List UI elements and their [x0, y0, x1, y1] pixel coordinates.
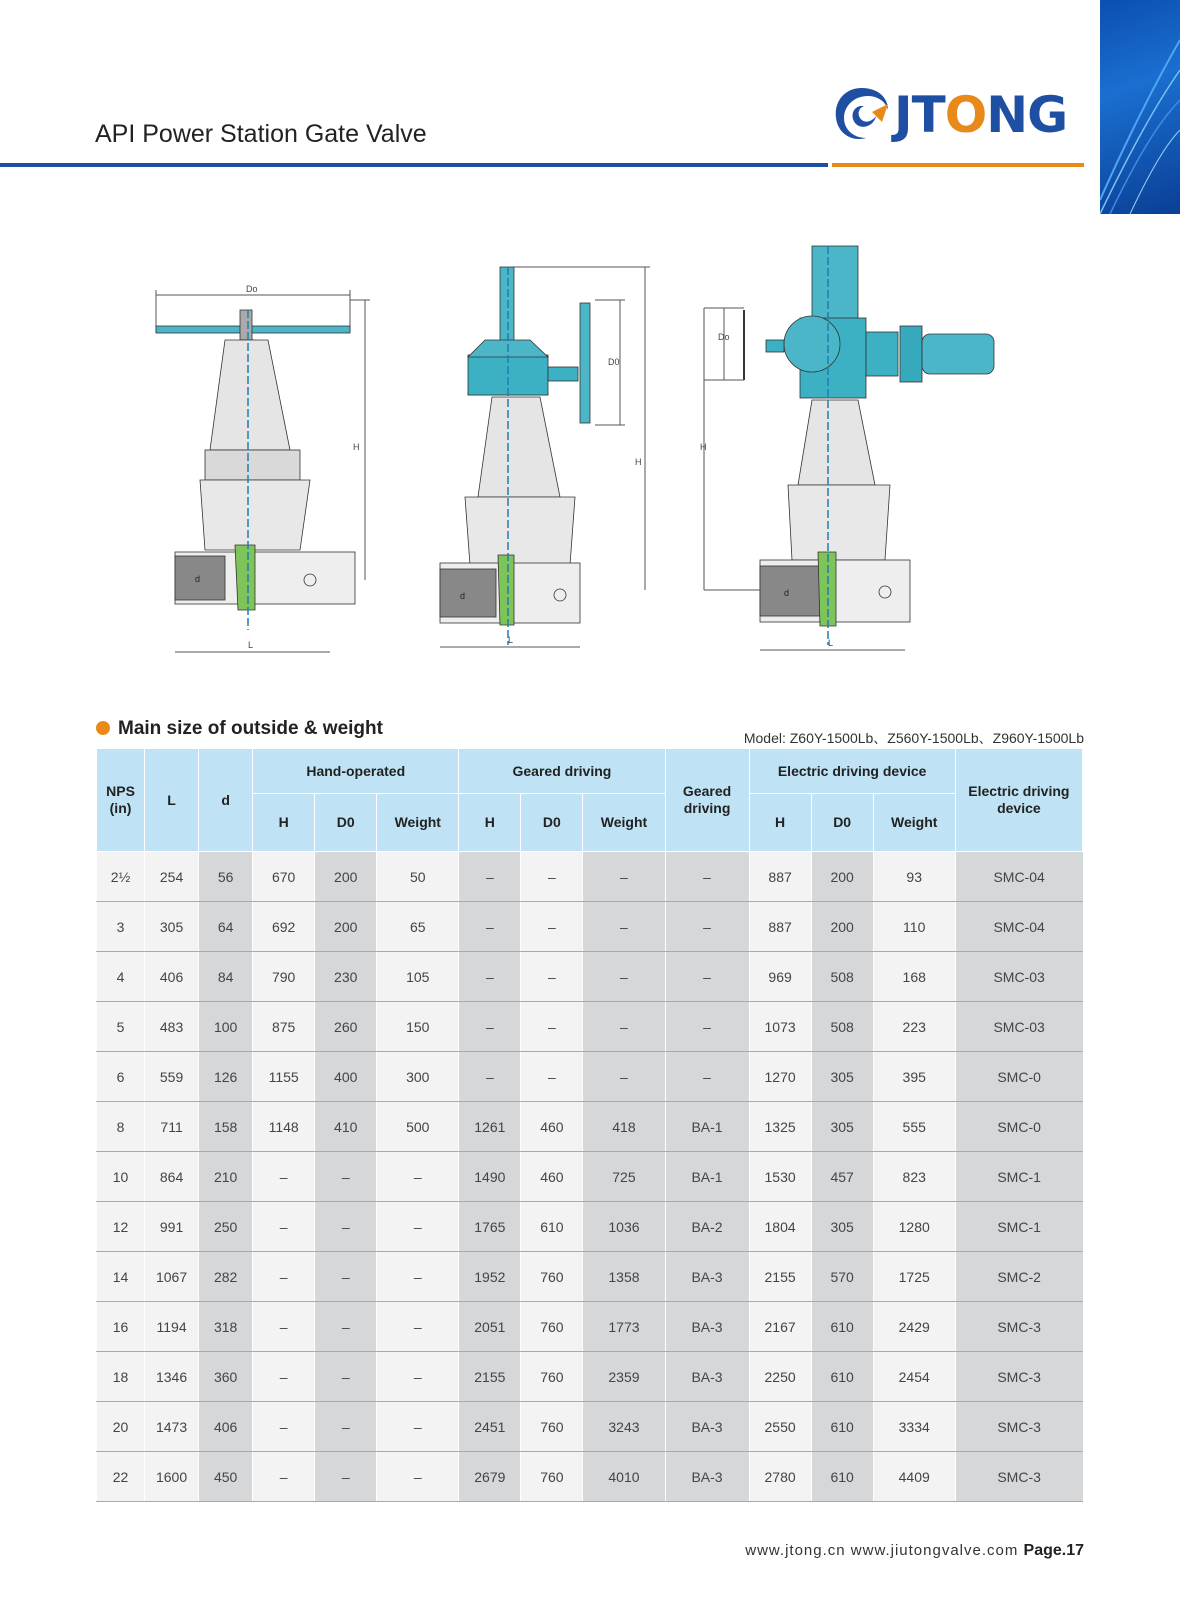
table-cell: 823	[873, 1152, 955, 1202]
table-cell: 457	[811, 1152, 873, 1202]
table-row	[97, 1252, 1083, 1302]
table-cell: 555	[873, 1102, 955, 1152]
table-cell: 110	[873, 902, 955, 952]
table-cell: 8	[97, 1102, 145, 1152]
table-cell: SMC-3	[955, 1302, 1082, 1352]
table-cell: –	[665, 902, 749, 952]
table-cell: 725	[583, 1152, 665, 1202]
table-cell: SMC-2	[955, 1252, 1082, 1302]
table-cell: 200	[315, 902, 377, 952]
table-cell: 760	[521, 1452, 583, 1502]
table-row	[97, 1452, 1083, 1502]
table-cell: BA-1	[665, 1102, 749, 1152]
table-cell: –	[521, 1002, 583, 1052]
table-cell: 150	[377, 1002, 459, 1052]
hand-operated-valve-diagram	[150, 280, 380, 670]
electric-valve-diagram	[700, 240, 1020, 665]
table-cell: 790	[253, 952, 315, 1002]
table-cell: 1346	[145, 1352, 199, 1402]
dim-l-label: L	[248, 640, 254, 650]
table-cell: 1773	[583, 1302, 665, 1352]
table-cell: 2167	[749, 1302, 811, 1352]
table-cell: –	[377, 1252, 459, 1302]
table-cell: BA-1	[665, 1152, 749, 1202]
table-cell: 2454	[873, 1352, 955, 1402]
table-cell: 305	[811, 1052, 873, 1102]
table-cell: BA-3	[665, 1452, 749, 1502]
table-cell: 1036	[583, 1202, 665, 1252]
table-cell: SMC-04	[955, 852, 1082, 902]
table-cell: SMC-0	[955, 1102, 1082, 1152]
table-cell: 887	[749, 852, 811, 902]
table-cell: 100	[199, 1002, 253, 1052]
table-cell: 2550	[749, 1402, 811, 1452]
table-cell: 18	[97, 1352, 145, 1402]
table-cell: –	[315, 1252, 377, 1302]
table-cell: 2051	[459, 1302, 521, 1352]
table-cell: 1148	[253, 1102, 315, 1152]
table-cell: –	[315, 1152, 377, 1202]
col-electric-driving-device: Electric driving device	[955, 749, 1082, 852]
dim-h-label: H	[700, 442, 707, 452]
table-row	[97, 902, 1083, 952]
table-cell: 360	[199, 1352, 253, 1402]
table-cell: –	[377, 1402, 459, 1452]
col-hand-weight: Weight	[377, 794, 459, 852]
table-cell: 760	[521, 1252, 583, 1302]
table-cell: 168	[873, 952, 955, 1002]
table-cell: 570	[811, 1252, 873, 1302]
col-electric-d0: D0	[811, 794, 873, 852]
col-geared-weight: Weight	[583, 794, 665, 852]
table-cell: –	[665, 952, 749, 1002]
table-row	[97, 1402, 1083, 1452]
col-electric-h: H	[749, 794, 811, 852]
table-cell: BA-3	[665, 1252, 749, 1302]
table-cell: 84	[199, 952, 253, 1002]
table-cell: 230	[315, 952, 377, 1002]
table-cell: 126	[199, 1052, 253, 1102]
table-cell: 1261	[459, 1102, 521, 1152]
table-row	[97, 1202, 1083, 1252]
table-cell: 64	[199, 902, 253, 952]
table-cell: 318	[199, 1302, 253, 1352]
col-nps: NPS (in)	[97, 749, 145, 852]
dim-l-label: L	[508, 635, 514, 645]
table-row	[97, 1102, 1083, 1152]
table-cell: 2155	[459, 1352, 521, 1402]
table-cell: 282	[199, 1252, 253, 1302]
dim-do-label: Do	[718, 332, 730, 342]
table-cell: –	[315, 1452, 377, 1502]
table-cell: 12	[97, 1202, 145, 1252]
table-cell: 56	[199, 852, 253, 902]
table-cell: BA-3	[665, 1352, 749, 1402]
table-cell: –	[253, 1252, 315, 1302]
table-cell: 460	[521, 1152, 583, 1202]
table-cell: 1067	[145, 1252, 199, 1302]
col-hand-d0: D0	[315, 794, 377, 852]
table-cell: 1490	[459, 1152, 521, 1202]
group-geared-driving: Geared driving	[459, 749, 665, 794]
dim-do-label: Do	[246, 284, 258, 294]
logo-swirl-icon	[832, 82, 892, 148]
table-cell: 864	[145, 1152, 199, 1202]
table-cell: 875	[253, 1002, 315, 1052]
table-cell: 969	[749, 952, 811, 1002]
table-cell: 22	[97, 1452, 145, 1502]
table-cell: 460	[521, 1102, 583, 1152]
table-cell: 200	[315, 852, 377, 902]
page-number: Page.17	[1023, 1542, 1084, 1559]
table-cell: 1765	[459, 1202, 521, 1252]
table-cell: 210	[199, 1152, 253, 1202]
table-cell: 418	[583, 1102, 665, 1152]
table-cell: 1280	[873, 1202, 955, 1252]
table-cell: 200	[811, 902, 873, 952]
table-cell: 93	[873, 852, 955, 902]
table-cell: 14	[97, 1252, 145, 1302]
header-rule-blue	[0, 163, 828, 167]
table-cell: 711	[145, 1102, 199, 1152]
table-cell: 2451	[459, 1402, 521, 1452]
table-cell: –	[377, 1352, 459, 1402]
col-electric-weight: Weight	[873, 794, 955, 852]
table-cell: SMC-3	[955, 1352, 1082, 1402]
group-hand-operated: Hand-operated	[253, 749, 459, 794]
table-cell: 2429	[873, 1302, 955, 1352]
table-cell: –	[459, 1002, 521, 1052]
table-cell: SMC-03	[955, 952, 1082, 1002]
table-cell: 1325	[749, 1102, 811, 1152]
table-cell: 305	[811, 1202, 873, 1252]
table-cell: –	[521, 852, 583, 902]
table-cell: 1804	[749, 1202, 811, 1252]
table-cell: 3334	[873, 1402, 955, 1452]
table-cell: –	[377, 1152, 459, 1202]
table-cell: 2359	[583, 1352, 665, 1402]
table-row	[97, 1152, 1083, 1202]
table-cell: 670	[253, 852, 315, 902]
table-cell: 1530	[749, 1152, 811, 1202]
table-cell: 200	[811, 852, 873, 902]
section-title	[96, 718, 383, 740]
table-cell: –	[583, 1052, 665, 1102]
table-cell: –	[315, 1402, 377, 1452]
table-cell: 16	[97, 1302, 145, 1352]
table-cell: 991	[145, 1202, 199, 1252]
table-cell: 6	[97, 1052, 145, 1102]
table-cell: 610	[811, 1402, 873, 1452]
size-weight-table	[96, 748, 1083, 1502]
table-cell: 20	[97, 1402, 145, 1452]
table-cell: 1073	[749, 1002, 811, 1052]
table-cell: 1952	[459, 1252, 521, 1302]
table-cell: 250	[199, 1202, 253, 1252]
table-cell: SMC-03	[955, 1002, 1082, 1052]
table-cell: –	[521, 952, 583, 1002]
table-cell: –	[253, 1402, 315, 1452]
table-cell: –	[583, 902, 665, 952]
table-cell: SMC-0	[955, 1052, 1082, 1102]
table-cell: –	[665, 1002, 749, 1052]
table-cell: –	[583, 1002, 665, 1052]
table-cell: BA-2	[665, 1202, 749, 1252]
table-cell: 65	[377, 902, 459, 952]
table-cell: –	[253, 1152, 315, 1202]
section-title-text: Main size of outside & weight	[118, 718, 383, 739]
table-cell: 1725	[873, 1252, 955, 1302]
table-cell: 610	[811, 1302, 873, 1352]
table-cell: 760	[521, 1352, 583, 1402]
table-cell: 4010	[583, 1452, 665, 1502]
table-cell: SMC-3	[955, 1452, 1082, 1502]
table-cell: –	[253, 1452, 315, 1502]
table-cell: 610	[521, 1202, 583, 1252]
table-cell: 254	[145, 852, 199, 902]
group-electric-driving-device: Electric driving device	[749, 749, 955, 794]
table-cell: –	[253, 1352, 315, 1402]
table-cell: 610	[811, 1352, 873, 1402]
table-cell: 1270	[749, 1052, 811, 1102]
table-row	[97, 1352, 1083, 1402]
table-cell: 305	[811, 1102, 873, 1152]
table-body	[97, 852, 1083, 1502]
col-geared-d0: D0	[521, 794, 583, 852]
table-cell: SMC-1	[955, 1202, 1082, 1252]
dim-h-label: H	[635, 457, 642, 467]
table-row	[97, 1052, 1083, 1102]
table-cell: –	[665, 852, 749, 902]
table-cell: 395	[873, 1052, 955, 1102]
table-cell: BA-3	[665, 1302, 749, 1352]
table-cell: 1358	[583, 1252, 665, 1302]
table-cell: –	[377, 1452, 459, 1502]
table-cell: BA-3	[665, 1402, 749, 1452]
model-line: Model: Z60Y-1500Lb、Z560Y-1500Lb、Z960Y-1500Lb	[743, 730, 1084, 746]
dim-h-label: H	[353, 442, 360, 452]
table-cell: 500	[377, 1102, 459, 1152]
dim-d-label: d	[784, 588, 790, 598]
footer	[745, 1542, 1084, 1560]
table-cell: 1194	[145, 1302, 199, 1352]
table-cell: –	[253, 1202, 315, 1252]
table-cell: 1473	[145, 1402, 199, 1452]
table-cell: 2½	[97, 852, 145, 902]
table-cell: SMC-3	[955, 1402, 1082, 1452]
table-cell: 406	[199, 1402, 253, 1452]
table-cell: 760	[521, 1302, 583, 1352]
col-d: d	[199, 749, 253, 852]
table-cell: 1600	[145, 1452, 199, 1502]
table-cell: –	[583, 952, 665, 1002]
table-cell: 610	[811, 1452, 873, 1502]
table-cell: 692	[253, 902, 315, 952]
table-cell: 508	[811, 952, 873, 1002]
footer-urls: www.jtong.cn www.jiutongvalve.com	[745, 1542, 1019, 1559]
col-geared-h: H	[459, 794, 521, 852]
table-cell: 300	[377, 1052, 459, 1102]
col-l: L	[145, 749, 199, 852]
table-cell: –	[459, 902, 521, 952]
table-cell: –	[459, 952, 521, 1002]
table-cell: 450	[199, 1452, 253, 1502]
table-cell: –	[253, 1302, 315, 1352]
table-cell: 305	[145, 902, 199, 952]
table-cell: –	[315, 1302, 377, 1352]
table-cell: SMC-1	[955, 1152, 1082, 1202]
table-row	[97, 1002, 1083, 1052]
table-cell: 3	[97, 902, 145, 952]
table-cell: –	[377, 1202, 459, 1252]
table-cell: 158	[199, 1102, 253, 1152]
table-cell: SMC-04	[955, 902, 1082, 952]
table-cell: 400	[315, 1052, 377, 1102]
corner-decoration	[1100, 0, 1180, 214]
table-cell: 2780	[749, 1452, 811, 1502]
table-cell: 483	[145, 1002, 199, 1052]
dim-do-label: D0	[608, 357, 620, 367]
table-cell: –	[377, 1302, 459, 1352]
table-cell: 760	[521, 1402, 583, 1452]
table-cell: –	[315, 1352, 377, 1402]
table-cell: 410	[315, 1102, 377, 1152]
table-cell: –	[459, 1052, 521, 1102]
table-cell: 4	[97, 952, 145, 1002]
table-row	[97, 1302, 1083, 1352]
brand-name: JTONG	[894, 86, 1068, 144]
table-cell: 260	[315, 1002, 377, 1052]
table-cell: 5	[97, 1002, 145, 1052]
col-geared-driving: Geared driving	[665, 749, 749, 852]
table-cell: 559	[145, 1052, 199, 1102]
table-cell: 10	[97, 1152, 145, 1202]
table-cell: 50	[377, 852, 459, 902]
dim-d-label: d	[460, 591, 466, 601]
table-cell: 223	[873, 1002, 955, 1052]
table-cell: 508	[811, 1002, 873, 1052]
table-cell: –	[583, 852, 665, 902]
table-cell: 406	[145, 952, 199, 1002]
bullet-dot-icon	[96, 721, 110, 735]
geared-valve-diagram	[430, 255, 665, 665]
table-row	[97, 952, 1083, 1002]
table-cell: 2250	[749, 1352, 811, 1402]
table-cell: –	[665, 1052, 749, 1102]
dim-d-label: d	[195, 574, 201, 584]
table-cell: 887	[749, 902, 811, 952]
table-cell: –	[315, 1202, 377, 1252]
brand-logo	[832, 82, 1082, 148]
page-title: API Power Station Gate Valve	[95, 120, 427, 148]
table-row	[97, 852, 1083, 902]
table-cell: –	[459, 852, 521, 902]
dim-l-label: L	[828, 638, 834, 648]
table-cell: –	[521, 1052, 583, 1102]
table-cell: –	[521, 902, 583, 952]
header-rule-orange	[832, 163, 1084, 167]
table-cell: 2155	[749, 1252, 811, 1302]
table-cell: 4409	[873, 1452, 955, 1502]
table-cell: 2679	[459, 1452, 521, 1502]
col-hand-h: H	[253, 794, 315, 852]
table-cell: 1155	[253, 1052, 315, 1102]
table-cell: 105	[377, 952, 459, 1002]
table-cell: 3243	[583, 1402, 665, 1452]
